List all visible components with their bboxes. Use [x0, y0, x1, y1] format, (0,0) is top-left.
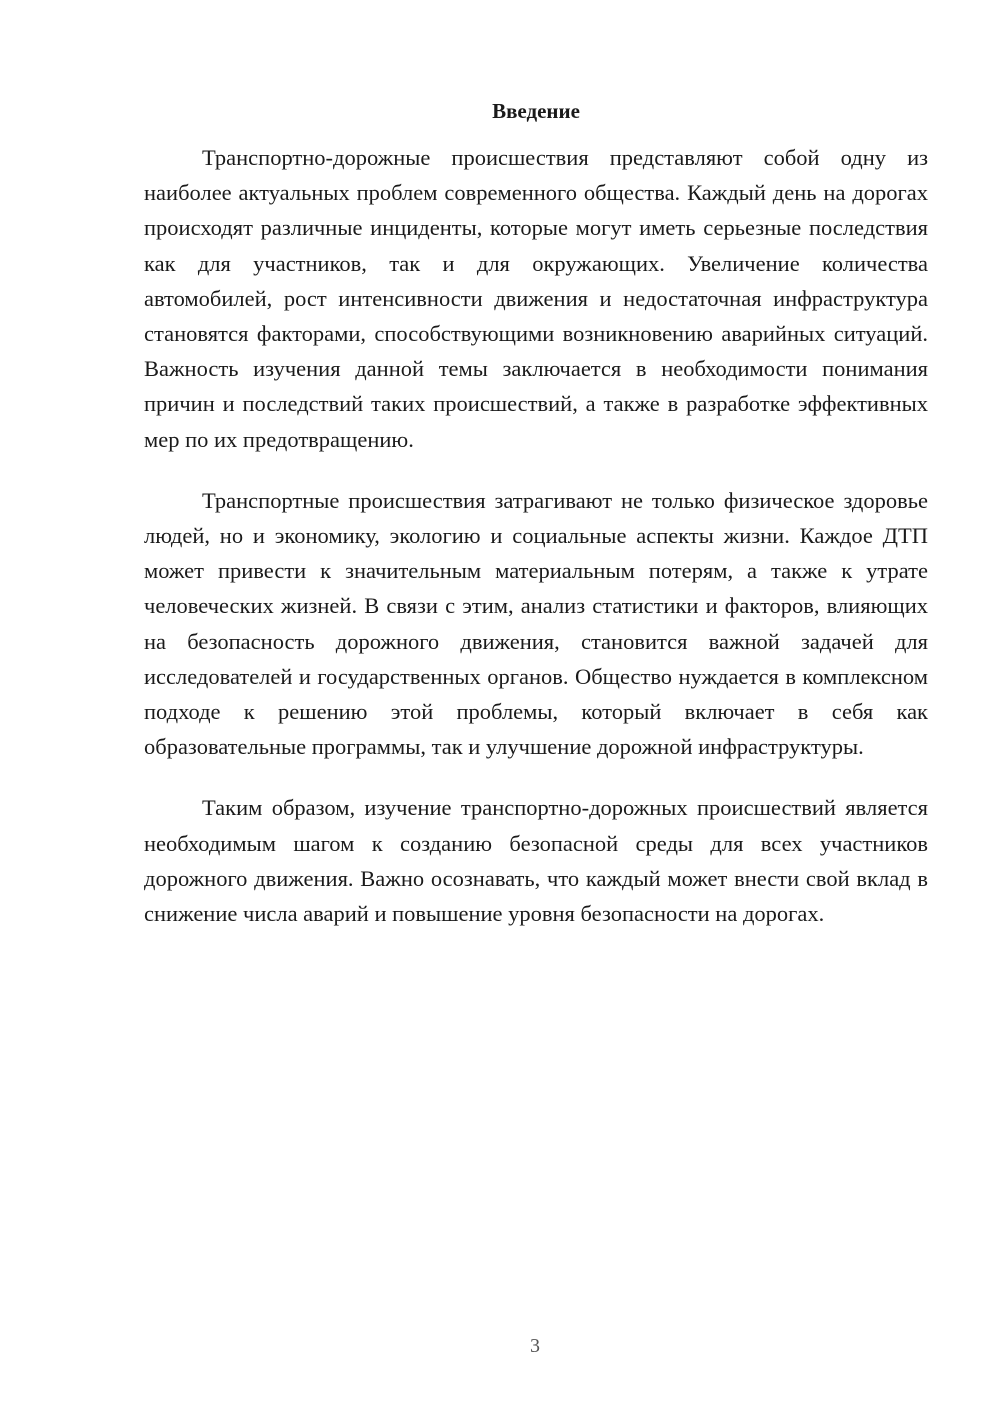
page-number: 3 [530, 1335, 540, 1357]
section-heading: Введение [492, 99, 580, 123]
paragraph-1: Транспортно-дорожные происшествия представляют собой одну из наиболее актуальных проблем современного общества. Каждый день на дорогах происходят различные инциденты, которые могут иметь серьезные последствия как для участников, так и для окружающих. Увеличение количества автомобилей, рост интенсивности движения и недостаточная инфраструктура становятся факторами, способствующими возникновению аварийных ситуаций. Важность изучения данной темы заключается в необходимости понимания причин и последствий таких происшествий, а также в разработке эффективных мер по их предотвращению. [144, 145, 928, 452]
paragraph-3: Таким образом, изучение транспортно-дорожных происшествий является необходимым шагом к созданию безопасной среды для всех участников дорожного движения. Важно осознавать, что каждый может внести свой вклад в снижение числа аварий и повышение уровня безопасности на дорогах. [144, 795, 928, 927]
page-content [144, 96, 928, 957]
paragraph-2: Транспортные происшествия затрагивают не только физическое здоровье людей, но и экономику, экологию и социальные аспекты жизни. Каждое ДТП может привести к значительным материальным потерям, а также к утрате человеческих жизней. В связи с этим, анализ статистики и факторов, влияющих на безопасность дорожного движения, становится важной задачей для исследователей и государственных органов. Общество нуждается в комплексном подходе к решению этой проблемы, который включает в себя как образовательные программы, так и улучшение дорожной инфраструктуры. [144, 487, 928, 760]
